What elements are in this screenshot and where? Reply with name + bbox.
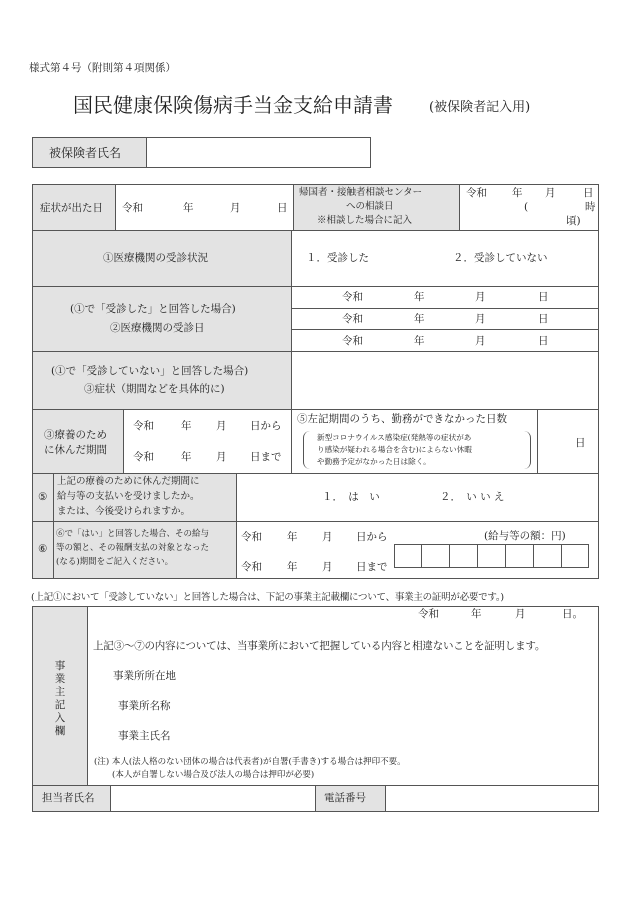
employer-side-label: 事 業 主 記 入 欄 [54,660,66,737]
form-title-suffix: (被保険者記入用) [429,100,531,115]
consult-time-hour: 時 [585,201,596,213]
q4-to-era: 令和 [133,451,154,463]
employer-owner-label: 事業主氏名 [118,730,171,742]
q6-to-era: 令和 [241,561,262,573]
q5-text-1: 上記の療養のために休んだ期間に [57,476,200,487]
q6-number: ⑥ [38,543,48,555]
q2-row3-year: 年 [414,335,425,347]
q6-from-year: 年 [287,531,298,543]
consult-time-open: ( [524,201,529,213]
q2-row2-era: 令和 [342,313,363,325]
phone-field[interactable] [386,786,598,811]
q4-to-month: 月 [216,451,227,463]
q5-text-3: または、今後受けられますか。 [57,506,191,517]
consult-time-close: 頃) [566,215,581,227]
q2-label-2: ②医療機関の受診日 [110,322,205,334]
q4-from-era: 令和 [133,420,154,432]
q4-label-cell [33,410,123,473]
employer-date-day: 日。 [562,608,583,620]
q5-text-2: 給与等の支払いを受けましたか。 [57,491,200,502]
consult-date-day: 日 [583,187,594,199]
insured-name-label: 被保険者氏名 [49,146,122,160]
q2-label-1: (①で「受診した」と回答した場合) [70,303,236,315]
q6-text-1: ⑥で「はい」と回答した場合、その給与 [56,529,210,539]
q6-amount-label: (給与等の額：円) [484,530,566,542]
consult-note: ※相談した場合に記入 [317,215,413,226]
employer-note-2: (本人が自署しない場合及び法人の場合は押印が必要) [112,770,315,780]
employer-date-era: 令和 [418,608,439,620]
q3-label-2: ③症状（期間などを具体的に) [84,383,225,395]
consult-date-month: 月 [545,187,556,199]
employer-name-label: 事業所名称 [118,700,171,712]
q4-days-label: ⑤左記期間のうち、勤務ができなかった日数 [297,413,507,425]
q6-from-era: 令和 [241,531,262,543]
staff-name-field[interactable] [111,786,315,811]
q2-row3-era: 令和 [342,335,363,347]
employer-date-year: 年 [471,608,482,620]
employer-certification: 上記③～⑦の内容については、当事業所において把握している内容と相違ないことを証明します。 [93,640,546,652]
q2-row1-month: 月 [475,291,486,303]
q4-from-year: 年 [181,420,192,432]
employer-notice: (上記①において「受診していない」と回答した場合は、下記の事業主記載欄について、事業主の証明が必要です。) [31,592,504,603]
consult-label-1: 帰国者・接触者相談センター [299,187,423,198]
employer-date-month: 月 [515,608,526,620]
consult-date-era: 令和 [466,187,487,199]
onset-date-era: 令和 [122,202,143,214]
q3-label-1: (①で「受診していない」と回答した場合) [51,365,249,377]
staff-name-label: 担当者氏名 [42,792,95,804]
q4-note-1: 新型コロナウイルス感染症(発熱等の症状があ [317,433,472,442]
q2-row2-year: 年 [414,313,425,325]
q2-label-cell [33,287,291,351]
q3-symptoms-field[interactable] [293,353,597,408]
q4-from-day: 日から [250,420,282,432]
q2-row2-month: 月 [475,313,486,325]
onset-date-month: 月 [230,202,241,214]
q5-option-no[interactable]: ２． い い え [440,491,505,503]
q5-option-yes[interactable]: １． は い [322,491,380,503]
q6-text-2: 等の額と、その報酬支払の対象となった [56,543,210,553]
q2-row1-era: 令和 [342,291,363,303]
phone-label: 電話番号 [324,792,366,804]
onset-label: 症状が出た日 [40,202,103,214]
q6-to-year: 年 [287,561,298,573]
q4-label-2: に休んだ期間 [44,444,107,456]
q2-row3-month: 月 [475,335,486,347]
form-title: 国民健康保険傷病手当金支給申請書 [73,93,393,117]
onset-date-year: 年 [183,202,194,214]
q2-row1-day: 日 [538,291,549,303]
insured-name-field[interactable] [146,137,371,168]
q6-to-day: 日まで [356,561,388,573]
onset-date-day: 日 [277,202,288,214]
q4-days-unit: 日 [575,437,586,449]
q1-label: ①医療機関の受診状況 [103,252,208,264]
employer-note-1: (注) 本人(法人格のない団体の場合は代表者)が自署(手書き)する場合は押印不要。 [94,757,406,767]
q2-row3-day: 日 [538,335,549,347]
consult-label-2: への相談日 [346,201,394,212]
q4-from-month: 月 [216,420,227,432]
q4-to-day: 日まで [250,451,282,463]
q1-option-visited[interactable]: １．受診した [306,252,369,264]
consult-date-year: 年 [512,187,523,199]
q1-option-not-visited[interactable]: ２．受診していない [453,252,548,264]
q4-note-3: や勤務予定がなかった日は除く。 [317,457,431,466]
q3-label-cell [33,352,291,409]
form-number: 様式第４号（附則第４項関係） [29,62,176,74]
q6-text-3: (なる)期間をご記入ください。 [56,557,174,567]
q4-to-year: 年 [181,451,192,463]
q2-row2-day: 日 [538,313,549,325]
q2-row1-year: 年 [414,291,425,303]
q6-to-month: 月 [322,561,333,573]
employer-address-label: 事業所所在地 [113,670,176,682]
q4-note-2: り感染が疑われる場合を含む)によらない休暇 [317,445,472,454]
q6-amount-boxes[interactable] [394,544,589,568]
q5-number: ⑤ [38,491,48,503]
q6-from-month: 月 [322,531,333,543]
q6-from-day: 日から [356,531,388,543]
q4-label-1: ③療養のため [44,429,107,441]
